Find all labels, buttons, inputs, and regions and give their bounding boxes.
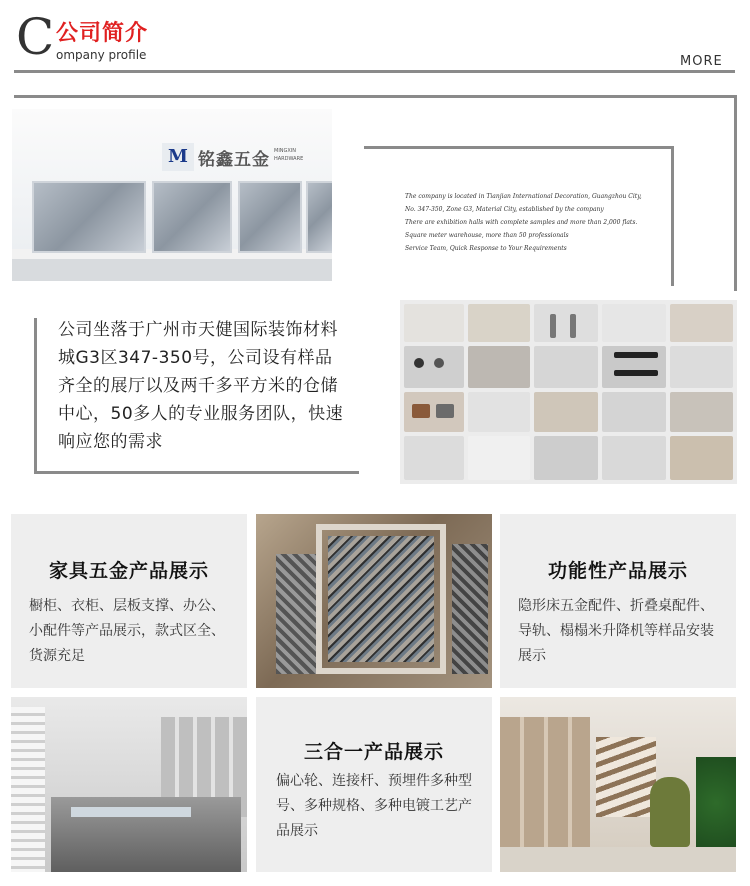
feature-card-three-in-one[interactable] (256, 697, 492, 872)
more-link[interactable]: MORE (680, 54, 723, 69)
english-intro-line: There are exhibition halls with complete samples and more than 2,000 flats. (405, 219, 638, 226)
frame-line-bottom (34, 471, 359, 474)
section-title: 公司简介 (56, 21, 149, 46)
section-initial-letter: C (16, 8, 55, 66)
feature-card-furniture-hardware[interactable] (11, 514, 247, 688)
company-intro-text: 公司坐落于广州市天健国际装饰材料城G3区347-350号，公司设有样品齐全的展厅以及两千多平方米的仓储中心，50多人的专业服务团队，快速响应您的需求 (58, 320, 344, 452)
storefront-sign-text: 铭鑫五金 (198, 150, 270, 170)
section-subtitle: ompany profile (56, 48, 147, 62)
exhibition-hall-photo (500, 697, 736, 872)
frame-line-top (14, 95, 737, 98)
brand-logo-icon: M (162, 143, 194, 171)
hardware-tray-photo (256, 514, 492, 688)
shop-window (32, 181, 146, 253)
product-display-wall-photo (400, 300, 737, 484)
feature-card-functional-products[interactable] (500, 514, 736, 688)
storefront-sign-en: MINGXIN HARDWARE (274, 148, 304, 162)
card-description: 隐形床五金配件、折叠桌配件、导轨、榻榻米升降机等样品安装展示 (518, 598, 714, 664)
card-title: 家具五金产品展示 (48, 560, 209, 582)
header-divider (14, 70, 735, 73)
frame-line-inner-top (364, 146, 674, 149)
storefront-ground (12, 259, 332, 281)
shop-window (152, 181, 232, 253)
card-description: 偏心轮、连接杆、预埋件多种型号、多种规格、多种电镀工艺产品展示 (276, 773, 472, 839)
storefront-photo (12, 109, 332, 281)
card-title: 三合一产品展示 (303, 741, 444, 763)
card-description: 橱柜、衣柜、层板支撑、办公、小配件等产品展示，款式区全、货源充足 (29, 598, 225, 664)
shop-window (238, 181, 302, 253)
english-intro-line: Square meter warehouse, more than 50 professionals (405, 232, 569, 239)
shop-window (306, 181, 332, 253)
frame-line-left (34, 318, 37, 474)
showroom-photo (11, 697, 247, 872)
storefront-sign (162, 143, 312, 171)
english-intro-line: The company is located in Tianjian International Decoration, Guangzhou City, (405, 193, 642, 200)
frame-line-right (734, 95, 737, 291)
card-title: 功能性产品展示 (547, 560, 688, 582)
english-intro-line: No. 347-350, Zone G3, Material City, established by the company (405, 206, 604, 213)
english-intro (405, 190, 675, 255)
english-intro-line: Service Team, Quick Response to Your Requirements (405, 245, 567, 252)
